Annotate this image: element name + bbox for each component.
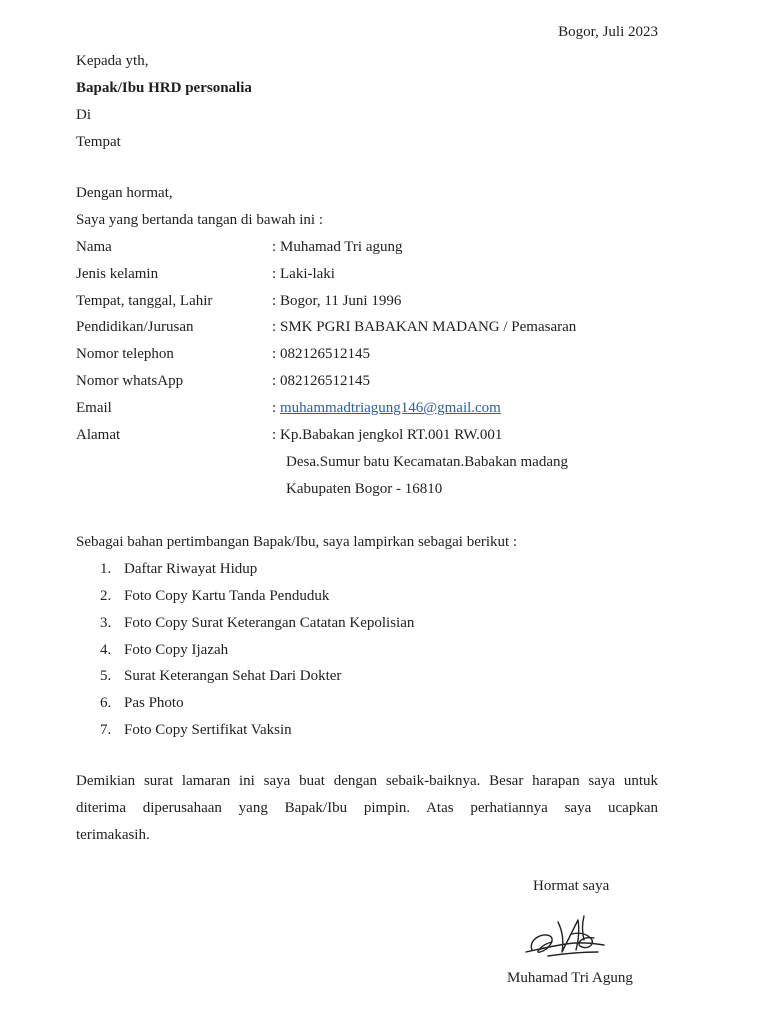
opening-salutation: Dengan hormat, xyxy=(76,184,173,201)
field-label: Jenis kelamin xyxy=(76,265,159,282)
field-row-education xyxy=(76,314,666,341)
list-text: Surat Keterangan Sehat Dari Dokter xyxy=(124,668,342,685)
addressee-di: Di xyxy=(76,106,91,123)
list-text: Foto Copy Surat Keterangan Catatan Kepolisian xyxy=(124,614,415,631)
closing-line xyxy=(76,768,658,795)
letter-date: Bogor, Juli 2023 xyxy=(558,24,658,40)
field-colon: : xyxy=(272,373,277,390)
list-item xyxy=(76,717,666,744)
field-colon: : xyxy=(272,400,277,417)
attachments-block xyxy=(76,529,666,744)
closing-text: Demikian surat lamaran ini saya buat dengan sebaik-baiknya. Besar harapan saya untuk xyxy=(76,772,658,789)
field-value: 082126512145 xyxy=(280,373,370,390)
addressee: Bapak/Ibu HRD personalia xyxy=(76,79,252,96)
list-number: 3. xyxy=(100,614,112,631)
field-value: Kp.Babakan jengkol RT.001 RW.001 xyxy=(280,426,503,443)
list-number: 2. xyxy=(100,587,112,604)
field-row-email xyxy=(76,395,666,422)
field-row-whatsapp xyxy=(76,368,666,395)
list-text: Foto Copy Sertifikat Vaksin xyxy=(124,722,292,739)
list-number: 6. xyxy=(100,695,112,712)
field-value: 082126512145 xyxy=(280,346,370,363)
address-line-2: Desa.Sumur batu Kecamatan.Babakan madang xyxy=(286,453,568,470)
field-value: Bogor, 11 Juni 1996 xyxy=(280,292,402,309)
email-link[interactable]: muhammadtriagung146@gmail.com xyxy=(280,400,501,417)
closing-paragraph xyxy=(76,768,658,849)
list-item xyxy=(76,556,666,583)
field-row-gender xyxy=(76,261,666,288)
field-colon: : xyxy=(272,292,277,309)
signer-name: Muhamad Tri Agung xyxy=(507,970,633,986)
field-colon: : xyxy=(272,426,277,443)
address-line-3: Kabupaten Bogor - 16810 xyxy=(286,480,443,497)
field-label: Email xyxy=(76,400,112,417)
field-colon: : xyxy=(272,238,277,255)
closing-text: diterima diperusahaan yang Bapak/Ibu pimpin. Atas perhatiannya saya ucapkan xyxy=(76,799,658,816)
field-label: Nomor whatsApp xyxy=(76,373,184,390)
list-number: 4. xyxy=(100,641,112,658)
field-label: Nomor telephon xyxy=(76,346,174,363)
signature-icon xyxy=(522,910,608,964)
list-text: Pas Photo xyxy=(124,695,184,712)
list-item xyxy=(76,663,666,690)
field-colon: : xyxy=(272,265,277,282)
attachments-intro: Sebagai bahan pertimbangan Bapak/Ibu, saya lampirkan sebagai berikut : xyxy=(76,533,518,550)
list-item xyxy=(76,610,666,637)
list-text: Foto Copy Ijazah xyxy=(124,641,229,658)
closing-line xyxy=(76,822,658,849)
signoff-label: Hormat saya xyxy=(533,878,610,894)
field-value: Muhamad Tri agung xyxy=(280,238,403,255)
recipient-block xyxy=(76,48,666,156)
greeting-to: Kepada yth, xyxy=(76,52,149,69)
field-row-phone xyxy=(76,341,666,368)
list-text: Foto Copy Kartu Tanda Penduduk xyxy=(124,587,330,604)
closing-text: terimakasih. xyxy=(76,826,150,843)
details-block xyxy=(76,180,666,503)
field-row-birth xyxy=(76,288,666,315)
field-label: Nama xyxy=(76,238,112,255)
field-value: SMK PGRI BABAKAN MADANG / Pemasaran xyxy=(280,319,577,336)
closing-line xyxy=(76,795,658,822)
list-item xyxy=(76,583,666,610)
list-number: 1. xyxy=(100,560,112,577)
field-value: Laki-laki xyxy=(280,265,335,282)
list-item xyxy=(76,690,666,717)
list-item xyxy=(76,637,666,664)
list-number: 7. xyxy=(100,722,112,739)
field-label: Tempat, tanggal, Lahir xyxy=(76,292,213,309)
field-label: Pendidikan/Jurusan xyxy=(76,319,194,336)
field-colon: : xyxy=(272,319,277,336)
addressee-tempat: Tempat xyxy=(76,133,121,150)
list-number: 5. xyxy=(100,668,112,685)
field-colon: : xyxy=(272,346,277,363)
intro-sentence: Saya yang bertanda tangan di bawah ini : xyxy=(76,211,324,228)
field-label: Alamat xyxy=(76,426,121,443)
field-row-address xyxy=(76,422,666,449)
list-text: Daftar Riwayat Hidup xyxy=(124,560,258,577)
field-row-name xyxy=(76,234,666,261)
